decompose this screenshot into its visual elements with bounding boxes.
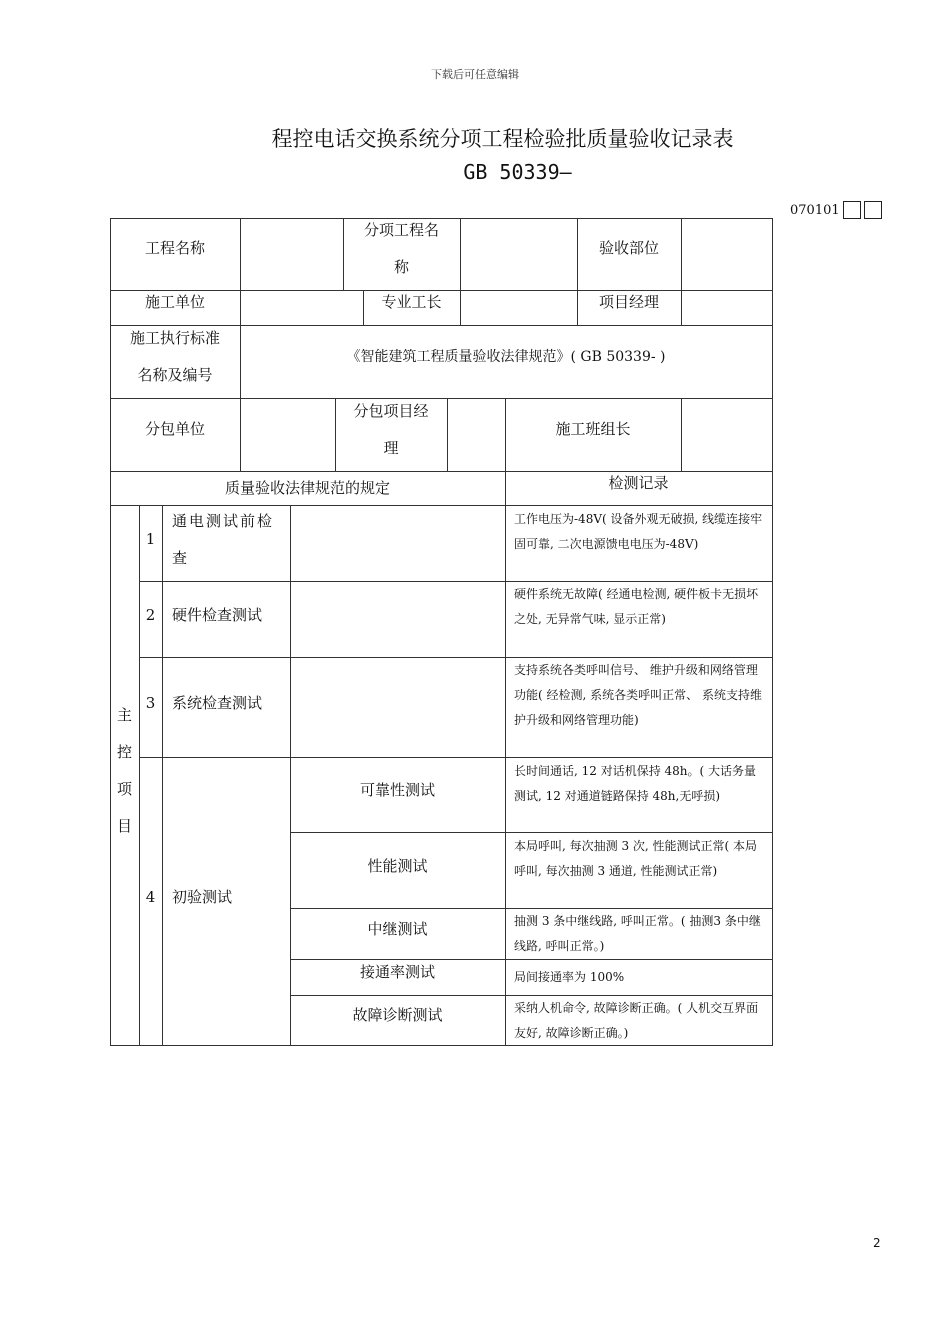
item-record: 工作电压为-48V( 设备外观无破损, 线缆连接牢固可靠, 二次电源馈电电压为-48V): [514, 512, 763, 551]
sub-test-record: 局间接通率为 100%: [514, 970, 625, 984]
subcontract-pm-label: 分包项目经: [353, 402, 429, 420]
project-name-label: 工程名称: [144, 239, 205, 257]
exec-standard-label-2: 名称及编号: [137, 366, 213, 384]
group-label-char: 控: [116, 743, 132, 761]
item-record: 支持系统各类呼叫信号、 维护升级和网络管理功能( 经检测, 系统各类呼叫正常、 系统支持维护升级和网络管理功能): [514, 663, 762, 727]
sub-test-record: 抽测 3 条中继线路, 呼叫正常。( 抽测3 条中继线路, 呼叫正常。): [514, 914, 761, 953]
sub-test-name: 接通率测试: [359, 963, 435, 981]
group-label-char: 主: [116, 706, 132, 724]
spec-header: 质量验收法律规范的规定: [224, 479, 390, 497]
group-label-char: 项: [116, 780, 132, 798]
sub-test-record: 采纳人机命令, 故障诊断正确。( 人机交互界面友好, 故障诊断正确。): [514, 1001, 759, 1040]
sub-test-name: 性能测试: [367, 857, 428, 875]
item-number: 2: [145, 606, 156, 624]
sub-test-name: 中继测试: [367, 920, 428, 938]
page-number: 2: [873, 1236, 881, 1250]
sub-test-name: 故障诊断测试: [352, 1006, 443, 1024]
standard-number: GB 50339—: [463, 160, 572, 184]
item-record: 硬件系统无故障( 经通电检测, 硬件板卡无损坏之处, 无异常气味, 显示正常): [514, 587, 759, 626]
item-number: 1: [145, 530, 156, 548]
team-leader-label: 施工班组长: [555, 420, 631, 438]
exec-standard-label: 施工执行标准: [129, 329, 220, 347]
top-note: 下载后可任意编辑: [431, 68, 519, 81]
form-code-text: 070101: [790, 202, 840, 218]
item-name: 硬件检查测试: [172, 606, 263, 624]
sub-test-record: 长时间通话, 12 对话机保持 48h。( 大话务量测试, 12 对通道链路保持 48h,无呼损): [514, 764, 757, 803]
item-number: 4: [145, 888, 156, 906]
subproject-name-label: 分项工程名: [363, 221, 439, 239]
item-name-2: 查: [172, 549, 188, 567]
item-number: 3: [145, 694, 156, 712]
foreman-label: 专业工长: [381, 293, 442, 311]
group-label-char: 目: [116, 817, 132, 835]
item-name: 通电测试前检: [172, 512, 275, 530]
page-title: 程控电话交换系统分项工程检验批质量验收记录表: [271, 127, 734, 151]
acceptance-part-label: 验收部位: [598, 239, 659, 257]
construction-unit-label: 施工单位: [144, 293, 205, 311]
subcontract-pm-label-2: 理: [383, 439, 399, 457]
subcontract-unit-label: 分包单位: [144, 420, 205, 438]
sub-test-record: 本局呼叫, 每次抽测 3 次, 性能测试正常( 本局呼叫, 每次抽测 3 通道, 性能测试正常): [514, 839, 758, 878]
item-name: 系统检查测试: [172, 694, 263, 712]
sub-test-name: 可靠性测试: [359, 781, 435, 799]
subproject-name-label-2: 称: [393, 258, 409, 276]
item-name: 初验测试: [172, 888, 233, 906]
record-header: 检测记录: [608, 474, 669, 492]
project-manager-label: 项目经理: [598, 293, 659, 311]
exec-standard-value: 《智能建筑工程质量验收法律规范》( GB 50339- ): [346, 349, 666, 365]
